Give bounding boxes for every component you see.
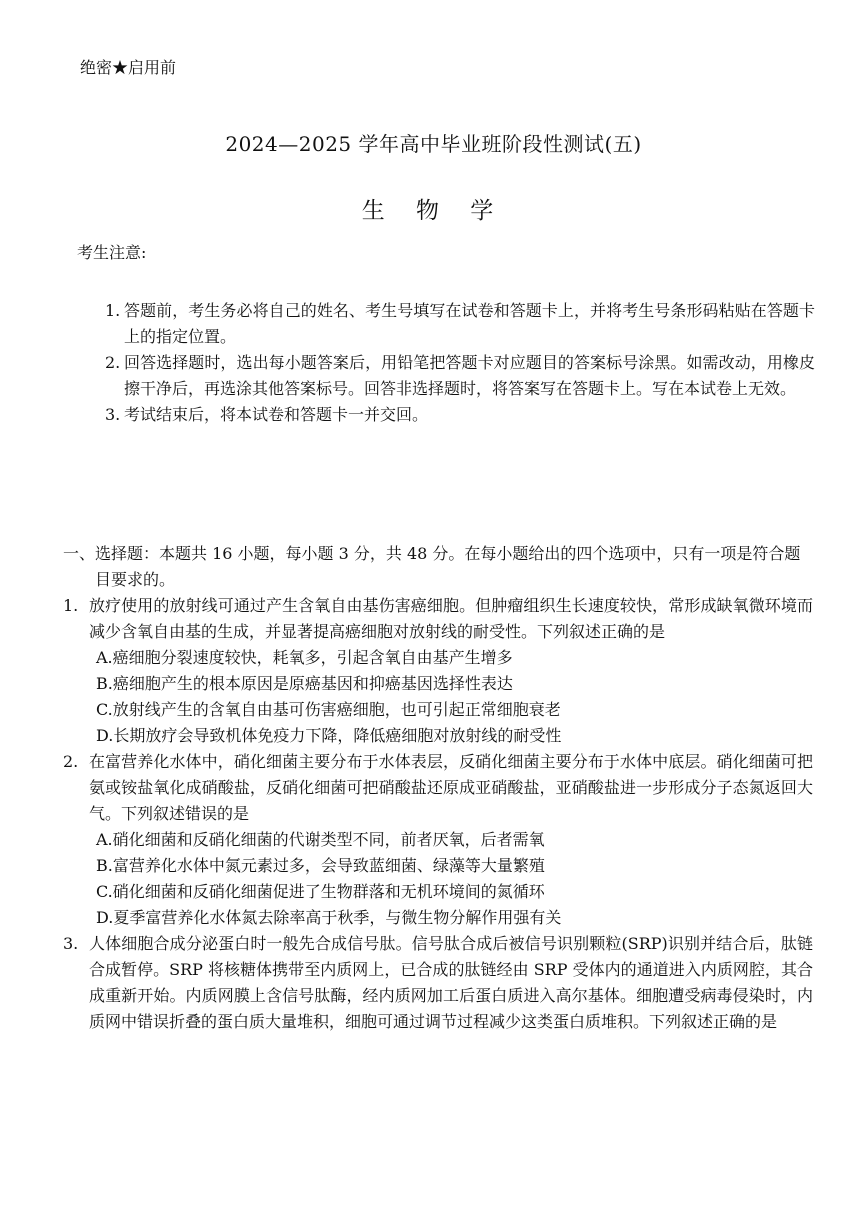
question-1-option-d: D.长期放疗会导致机体免疫力下降，降低癌细胞对放射线的耐受性 — [96, 726, 562, 745]
notice-item-text: 答题前，考生务必将自己的姓名、考生号填写在试卷和答题卡上，并将考生号条形码粘贴在答题卡上的指定位置。 — [124, 301, 815, 346]
notice-item-text: 回答选择题时，选出每小题答案后，用铅笔把答题卡对应题目的答案标号涂黑。如需改动，用橡皮擦干净后，再选涂其他答案标号。回答非选择题时，将答案写在答题卡上。写在本试卷上无效。 — [124, 353, 815, 398]
notice-item-number: 2. — [105, 353, 121, 372]
question-1 — [63, 593, 813, 645]
notice-item — [105, 350, 815, 402]
question-2-option-d: D.夏季富营养化水体氮去除率高于秋季，与微生物分解作用强有关 — [96, 908, 562, 927]
notice-item — [105, 298, 815, 350]
multiple-choice-section — [63, 541, 813, 1035]
question-stem: 人体细胞合成分泌蛋白时一般先合成信号肽。信号肽合成后被信号识别颗粒(SRP)识别并结合后，肽链合成暂停。SRP 将核糖体携带至内质网上，已合成的肽链经由 SRP 受体内的通道进入内质网腔，其合成重新开始。内质网膜上含信号肽酶，经内质网加工后蛋白质进入高尔基体。细胞遭受病毒侵染时，内质网中错误折叠的蛋白质大量堆积，细胞可通过调节过程减少这类蛋白质堆积。下列叙述正确的是 — [89, 934, 813, 1031]
question-number: 1. — [63, 596, 79, 615]
notice-item-text: 考试结束后，将本试卷和答题卡一并交回。 — [124, 405, 429, 424]
section-number: 一、 — [63, 544, 96, 563]
notice-item-number: 3. — [105, 405, 121, 424]
notice-list — [105, 298, 815, 428]
question-stem: 在富营养化水体中，硝化细菌主要分布于水体表层，反硝化细菌主要分布于水体中底层。硝化细菌可把氨或铵盐氧化成硝酸盐，反硝化细菌可把硝酸盐还原成亚硝酸盐，亚硝酸盐进一步形成分子态氮返回大气。下列叙述错误的是 — [89, 752, 813, 823]
notice-item — [105, 402, 815, 428]
confidential-mark: 绝密★启用前 — [80, 58, 177, 77]
section-heading — [63, 541, 813, 593]
question-1-option-c: C.放射线产生的含氧自由基可伤害癌细胞，也可引起正常细胞衰老 — [96, 700, 561, 719]
question-2-option-c: C.硝化细菌和反硝化细菌促进了生物群落和无机环境间的氮循环 — [96, 882, 545, 901]
notice-heading: 考生注意: — [77, 243, 147, 262]
question-2-option-a: A.硝化细菌和反硝化细菌的代谢类型不同，前者厌氧，后者需氧 — [96, 830, 545, 849]
question-number: 2. — [63, 752, 79, 771]
question-1-option-a: A.癌细胞分裂速度较快，耗氧多，引起含氧自由基产生增多 — [96, 648, 513, 667]
question-2 — [63, 749, 813, 827]
question-number: 3. — [63, 934, 79, 953]
notice-item-number: 1. — [105, 301, 121, 320]
question-2-option-b: B.富营养化水体中氮元素过多，会导致蓝细菌、绿藻等大量繁殖 — [96, 856, 545, 875]
question-1-option-b: B.癌细胞产生的根本原因是原癌基因和抑癌基因选择性表达 — [96, 674, 513, 693]
question-stem: 放疗使用的放射线可通过产生含氧自由基伤害癌细胞。但肿瘤组织生长速度较快，常形成缺氧微环境而减少含氧自由基的生成，并显著提高癌细胞对放射线的耐受性。下列叙述正确的是 — [89, 596, 813, 641]
exam-title: 2024—2025 学年高中毕业班阶段性测试(五) — [225, 132, 642, 156]
question-3 — [63, 931, 813, 1035]
section-instructions: 选择题：本题共 16 小题，每小题 3 分，共 48 分。在每小题给出的四个选项中，只有一项是符合题目要求的。 — [95, 544, 801, 589]
subject-title: 生 物 学 — [361, 198, 506, 224]
